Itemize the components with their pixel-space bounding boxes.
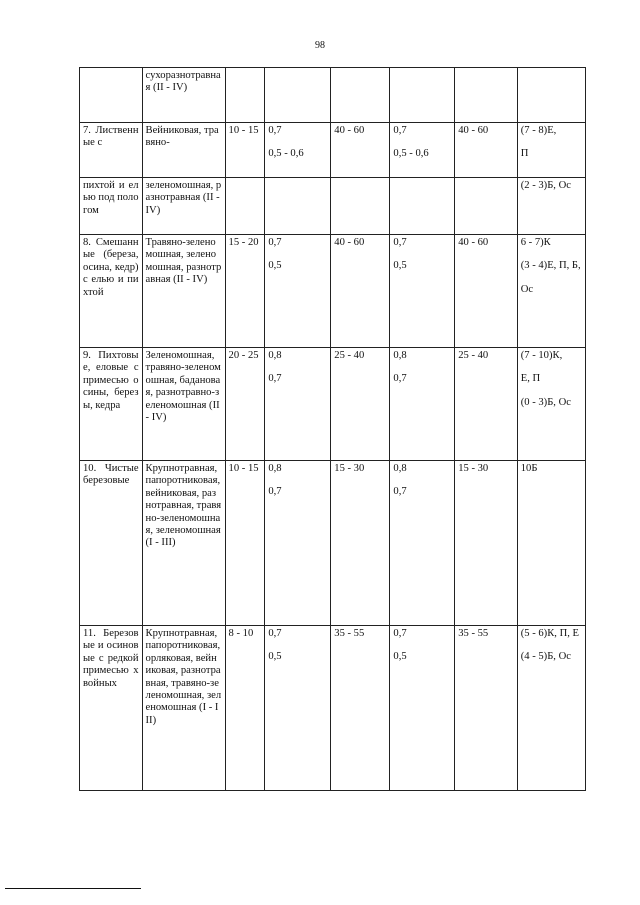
target-composition (517, 123, 585, 178)
density-before (265, 68, 331, 123)
density-before (265, 461, 331, 626)
age-range: 8 - 10 (225, 626, 265, 791)
target-composition-line: (7 - 10)К, (520, 350, 563, 361)
target-composition-line: 6 - 7)К (520, 237, 551, 248)
density-after (390, 123, 455, 178)
forest-type-group: зеленомошная, разнотравная (II - IV) (142, 178, 225, 235)
density-after (390, 178, 455, 235)
age-range: 10 - 15 (225, 123, 265, 178)
target-composition (517, 68, 585, 123)
forest-type-name: 11. Березовые и осиновые с редкой примесью хвойных (80, 626, 143, 791)
density-after-line: 0,5 (393, 651, 407, 663)
forest-type-group: Вейниковая, травяно- (142, 123, 225, 178)
density-after-line: 0,7 (393, 237, 407, 248)
target-composition-line: (3 - 4)Е, П, Б, (520, 260, 581, 272)
density-after (390, 348, 455, 461)
table-row (80, 178, 586, 235)
table-row (80, 68, 586, 123)
density-after-line: 0,5 - 0,6 (393, 148, 429, 160)
percent-before: 25 - 40 (331, 348, 390, 461)
percent-before: 40 - 60 (331, 235, 390, 348)
percent-before (331, 68, 390, 123)
density-before-line: 0,5 - 0,6 (268, 148, 304, 160)
percent-after (455, 178, 518, 235)
age-range: 10 - 15 (225, 461, 265, 626)
density-before (265, 123, 331, 178)
target-composition-line: 10Б (520, 463, 538, 474)
density-before (265, 178, 331, 235)
density-before (265, 235, 331, 348)
percent-before (331, 178, 390, 235)
forest-type-name: 9. Пихтовые, еловые с примесью осины, березы, кедра (80, 348, 143, 461)
density-before-line: 0,7 (268, 373, 282, 385)
age-range: 15 - 20 (225, 235, 265, 348)
target-composition (517, 348, 585, 461)
density-after-line: 0,8 (393, 350, 407, 361)
forest-type-name: пихтой и елью под пологом (80, 178, 143, 235)
percent-before: 15 - 30 (331, 461, 390, 626)
forest-type-name: 10. Чистые березовые (80, 461, 143, 626)
forest-table (79, 67, 586, 791)
target-composition (517, 461, 585, 626)
target-composition-line: (4 - 5)Б, Ос (520, 651, 571, 663)
density-before-line: 0,8 (268, 350, 282, 361)
target-composition-line: Е, П (520, 373, 541, 385)
density-before-line: 0,8 (268, 463, 282, 474)
percent-after: 35 - 55 (455, 626, 518, 791)
density-before-line: 0,7 (268, 125, 282, 136)
density-after-line: 0,7 (393, 486, 407, 498)
target-composition-line: (0 - 3)Б, Ос (520, 396, 571, 408)
percent-before: 35 - 55 (331, 626, 390, 791)
forest-type-group: Крупнотравная, папоротниковая, орляковая, вейниковая, разнотравная, травяно-зеленомошная, зеленомошная (I - III) (142, 626, 225, 791)
density-after-line: 0,5 (393, 260, 407, 272)
density-after (390, 235, 455, 348)
age-range (225, 68, 265, 123)
forest-type-name: 8. Смешанные (береза, осина, кедр) с елью и пихтой (80, 235, 143, 348)
target-composition-line: (7 - 8)Е, (520, 125, 557, 136)
density-before-line: 0,5 (268, 651, 282, 663)
table-row (80, 461, 586, 626)
target-composition-line: П (520, 148, 529, 160)
percent-after: 25 - 40 (455, 348, 518, 461)
table-row (80, 235, 586, 348)
density-before-line: 0,7 (268, 237, 282, 248)
density-after (390, 461, 455, 626)
target-composition-line: (5 - 6)К, П, Е (520, 628, 579, 639)
density-after (390, 68, 455, 123)
density-before (265, 348, 331, 461)
table-row (80, 626, 586, 791)
density-after-line: 0,7 (393, 373, 407, 385)
percent-after: 15 - 30 (455, 461, 518, 626)
density-after-line: 0,7 (393, 125, 407, 136)
percent-after (455, 68, 518, 123)
target-composition (517, 235, 585, 348)
table-row (80, 348, 586, 461)
forest-type-name: 7. Лиственные с (80, 123, 143, 178)
footnote-rule (5, 888, 141, 889)
forest-type-group: Крупнотравная, папоротниковая, вейниковая, разнотравная, травяно-зеленомошная, зеленомошная (I - III) (142, 461, 225, 626)
percent-before: 40 - 60 (331, 123, 390, 178)
forest-type-group: Зеленомошная, травяно-зеленомошная, бадановая, разнотравно-зеленомошная (II - IV) (142, 348, 225, 461)
target-composition-line: (2 - 3)Б, Ос (520, 180, 571, 191)
target-composition (517, 626, 585, 791)
age-range (225, 178, 265, 235)
page-number: 98 (315, 40, 325, 51)
percent-after: 40 - 60 (455, 123, 518, 178)
density-before-line: 0,7 (268, 486, 282, 498)
percent-after: 40 - 60 (455, 235, 518, 348)
density-before (265, 626, 331, 791)
density-before-line: 0,5 (268, 260, 282, 272)
table-row (80, 123, 586, 178)
target-composition (517, 178, 585, 235)
forest-type-name (80, 68, 143, 123)
target-composition-line: Ос (520, 283, 534, 295)
density-before-line: 0,7 (268, 628, 282, 639)
forest-type-group: сухоразнотравная (II - IV) (142, 68, 225, 123)
density-after-line: 0,8 (393, 463, 407, 474)
density-after-line: 0,7 (393, 628, 407, 639)
forest-type-group: Травяно-зеленомошная, зеленомошная, разнотравная (II - IV) (142, 235, 225, 348)
age-range: 20 - 25 (225, 348, 265, 461)
density-after (390, 626, 455, 791)
